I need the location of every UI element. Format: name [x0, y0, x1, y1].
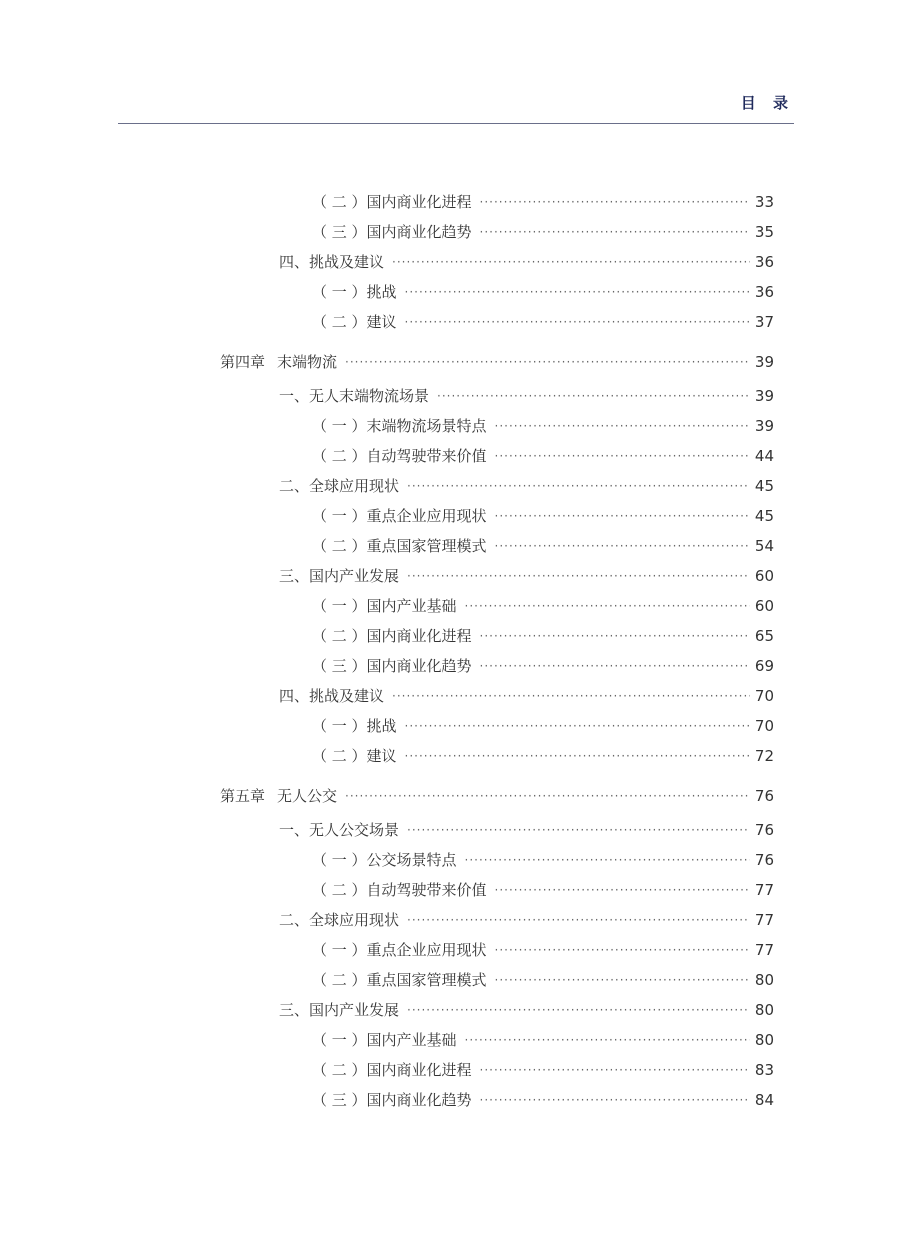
toc-dot-leader [495, 878, 750, 902]
toc-entry-label: 四、挑战及建议 [279, 253, 385, 271]
toc-page-number: 45 [754, 507, 774, 525]
toc-subsection-entry[interactable] [312, 654, 774, 678]
toc-dot-leader [495, 444, 750, 468]
toc-entry-label: （ 二 ）建议 [312, 747, 397, 765]
toc-page-number: 80 [754, 971, 774, 989]
toc-chapter-number: 第四章 [220, 353, 266, 371]
toc-subsection-entry[interactable] [312, 534, 774, 558]
toc-entry-label: 一、无人公交场景 [279, 821, 400, 839]
toc-subsection-entry[interactable] [312, 220, 774, 244]
toc-entry-label: （ 一 ）挑战 [312, 717, 397, 735]
toc-subsection-entry[interactable] [312, 444, 774, 468]
toc-subsection-entry[interactable] [312, 504, 774, 528]
toc-entry-label: （ 二 ）自动驾驶带来价值 [312, 881, 487, 899]
toc-dot-leader [405, 280, 750, 304]
toc-chapter-entry[interactable] [220, 784, 774, 808]
toc-subsection-entry[interactable] [312, 938, 774, 962]
toc-entry-label [220, 350, 337, 374]
toc-subsection-entry[interactable] [312, 624, 774, 648]
toc-dot-leader [495, 968, 750, 992]
toc-entry-label: （ 二 ）国内商业化进程 [312, 193, 472, 211]
toc-page-number: 80 [754, 1001, 774, 1019]
toc-entry-label: （ 一 ）重点企业应用现状 [312, 941, 487, 959]
toc-section-entry[interactable] [279, 908, 774, 932]
toc-section-entry[interactable] [279, 998, 774, 1022]
toc-entry-label: （ 一 ）重点企业应用现状 [312, 507, 487, 525]
toc-subsection-entry[interactable] [312, 1088, 774, 1112]
toc-chapter-entry[interactable] [220, 350, 774, 374]
toc-section-entry[interactable] [279, 818, 774, 842]
toc-page-number: 39 [754, 417, 774, 435]
toc-page-number: 72 [754, 747, 774, 765]
toc-subsection-entry[interactable] [312, 714, 774, 738]
toc-page-number: 60 [754, 567, 774, 585]
header-divider [118, 123, 794, 124]
toc-section-entry[interactable] [279, 384, 774, 408]
toc-entry-label: （ 一 ）国内产业基础 [312, 597, 457, 615]
toc-dot-leader [480, 220, 750, 244]
toc-entry-label: （ 二 ）国内商业化进程 [312, 627, 472, 645]
toc-entry-label: 二、全球应用现状 [279, 477, 400, 495]
toc-entry-label: （ 二 ）国内商业化进程 [312, 1061, 472, 1079]
toc-entry-label: （ 三 ）国内商业化趋势 [312, 657, 472, 675]
toc-page-number: 35 [754, 223, 774, 241]
toc-page-number: 70 [754, 717, 774, 735]
toc-subsection-entry[interactable] [312, 878, 774, 902]
toc-page-number: 36 [754, 283, 774, 301]
toc-section-entry[interactable] [279, 474, 774, 498]
toc-page-number: 70 [754, 687, 774, 705]
toc-subsection-entry[interactable] [312, 414, 774, 438]
toc-page-number: 76 [754, 851, 774, 869]
toc-dot-leader [465, 848, 750, 872]
toc-entry-label: 四、挑战及建议 [279, 687, 385, 705]
toc-dot-leader [495, 414, 750, 438]
toc-dot-leader [392, 250, 750, 274]
toc-subsection-entry[interactable] [312, 190, 774, 214]
toc-page-number: 69 [754, 657, 774, 675]
toc-page-number: 45 [754, 477, 774, 495]
toc-subsection-entry[interactable] [312, 1058, 774, 1082]
toc-page-number: 60 [754, 597, 774, 615]
page-header-title: 目 录 [740, 94, 794, 112]
toc-entry-label: （ 二 ）建议 [312, 313, 397, 331]
toc-page-number: 33 [754, 193, 774, 211]
toc-subsection-entry[interactable] [312, 280, 774, 304]
toc-dot-leader [495, 938, 750, 962]
toc-page-number: 65 [754, 627, 774, 645]
toc-dot-leader [437, 384, 750, 408]
toc-section-entry[interactable] [279, 684, 774, 708]
toc-dot-leader [407, 908, 750, 932]
toc-dot-leader [480, 1088, 750, 1112]
toc-subsection-entry[interactable] [312, 848, 774, 872]
toc-entry-label: （ 二 ）重点国家管理模式 [312, 537, 487, 555]
toc-entry-label: 三、国内产业发展 [279, 1001, 400, 1019]
toc-page-number: 76 [754, 787, 774, 805]
toc-page-number: 39 [754, 387, 774, 405]
toc-dot-leader [407, 564, 750, 588]
toc-dot-leader [480, 190, 750, 214]
toc-entry-label: 一、无人末端物流场景 [279, 387, 430, 405]
toc-page-number: 37 [754, 313, 774, 331]
toc-page-number: 80 [754, 1031, 774, 1049]
toc-dot-leader [407, 998, 750, 1022]
toc-chapter-title: 无人公交 [277, 787, 338, 805]
toc-entry-label: （ 二 ）重点国家管理模式 [312, 971, 487, 989]
toc-dot-leader [480, 1058, 750, 1082]
toc-page-number: 84 [754, 1091, 774, 1109]
toc-entry-label: （ 三 ）国内商业化趋势 [312, 223, 472, 241]
toc-page-number: 39 [754, 353, 774, 371]
toc-entry-label: （ 三 ）国内商业化趋势 [312, 1091, 472, 1109]
toc-dot-leader [465, 1028, 750, 1052]
toc-dot-leader [495, 534, 750, 558]
toc-dot-leader [405, 744, 750, 768]
toc-dot-leader [405, 714, 750, 738]
toc-subsection-entry[interactable] [312, 968, 774, 992]
toc-dot-leader [405, 310, 750, 334]
toc-dot-leader [480, 654, 750, 678]
toc-dot-leader [407, 818, 750, 842]
toc-entry-label: （ 一 ）公交场景特点 [312, 851, 457, 869]
toc-dot-leader [345, 784, 750, 808]
toc-dot-leader [407, 474, 750, 498]
toc-chapter-number: 第五章 [220, 787, 266, 805]
toc-dot-leader [392, 684, 750, 708]
toc-entry-label: （ 一 ）挑战 [312, 283, 397, 301]
toc-subsection-entry[interactable] [312, 594, 774, 618]
toc-page-number: 83 [754, 1061, 774, 1079]
toc-page-number: 44 [754, 447, 774, 465]
toc-entry-label: （ 二 ）自动驾驶带来价值 [312, 447, 487, 465]
toc-entry-label: （ 一 ）国内产业基础 [312, 1031, 457, 1049]
toc-page-number: 54 [754, 537, 774, 555]
toc-dot-leader [495, 504, 750, 528]
toc-entry-label: 二、全球应用现状 [279, 911, 400, 929]
toc-dot-leader [480, 624, 750, 648]
toc-chapter-title: 末端物流 [277, 353, 338, 371]
toc-page-number: 76 [754, 821, 774, 839]
toc-entry-label: 三、国内产业发展 [279, 567, 400, 585]
toc-section-entry[interactable] [279, 564, 774, 588]
toc-subsection-entry[interactable] [312, 744, 774, 768]
toc-page-number: 36 [754, 253, 774, 271]
toc-page-number: 77 [754, 911, 774, 929]
toc-section-entry[interactable] [279, 250, 774, 274]
toc-dot-leader [345, 350, 750, 374]
toc-page-number: 77 [754, 941, 774, 959]
toc-dot-leader [465, 594, 750, 618]
toc-page-number: 77 [754, 881, 774, 899]
toc-subsection-entry[interactable] [312, 1028, 774, 1052]
toc-entry-label [220, 784, 337, 808]
toc-entry-label: （ 一 ）末端物流场景特点 [312, 417, 487, 435]
toc-subsection-entry[interactable] [312, 310, 774, 334]
